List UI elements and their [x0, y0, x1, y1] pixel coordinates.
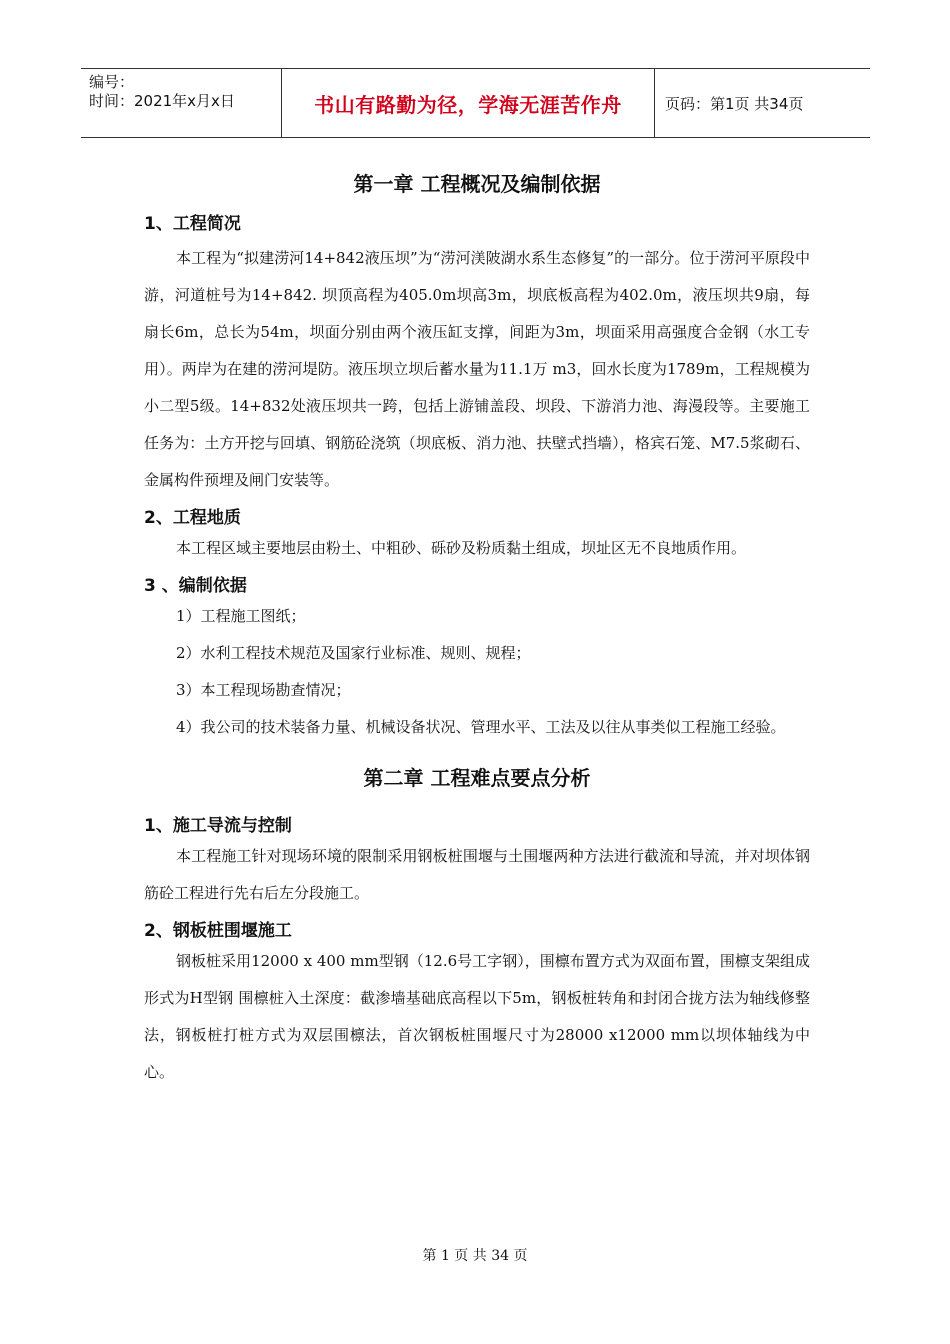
section-2-1-paragraph: 本工程施工针对现场环境的限制采用钢板桩围堰与土围堰两种方法进行截流和导流，并对坝体钢筋砼工程进行先右后左分段施工。 — [144, 847, 810, 902]
page-header — [81, 68, 870, 138]
basis-item: 1）工程施工图纸； — [176, 607, 306, 625]
section-1-2-paragraph: 本工程区域主要地层由粉土、中粗砂、砾砂及粉质黏土组成，坝址区无不良地质作用。 — [176, 539, 747, 557]
basis-item: 3）本工程现场勘查情况； — [176, 681, 351, 699]
section-1-1-paragraph: 本工程为“拟建涝河14+842液压坝”为“涝河渼陂湖水系生态修复”的一部分。位于涝河平原段中游，河道桩号为14+842. 坝顶高程为405.0m坝高3m，坝底板高程为402.0m，液压坝共9扇，每扇长6m，总长为54m，坝面分别由两个液压缸支撑，间距为3m，坝面采用高强度合金钢（水工专用）。两岸为在建的涝河堤防。液压坝立坝后蓄水量为11.1万 m3，回水长度为1789m，工程规模为小二型5级。14+832处液压坝共一跨，包括上游铺盖段、坝段、下游消力池、海漫段等。主要施工任务为：土方开挖与回填、钢筋砼浇筑（坝底板、消力池、扶壁式挡墙），格宾石笼、M7.5浆砌石、金属构件预埋及闸门安装等。 — [144, 249, 810, 489]
document-time-label: 时间：2021年x月x日 — [89, 92, 235, 110]
document-body — [144, 168, 810, 1091]
document-number-label: 编号： — [89, 73, 135, 91]
section-2-1-title: 1、施工导流与控制 — [144, 816, 292, 836]
basis-item: 4）我公司的技术装备力量、机械设备状况、管理水平、工法及以往从事类似工程施工经验。 — [176, 718, 786, 736]
section-1-3-title: 3 、编制依据 — [144, 576, 247, 596]
section-1-1-title: 1、工程简况 — [144, 214, 241, 234]
chapter-2-title: 第二章 工程难点要点分析 — [363, 766, 591, 790]
header-meta — [81, 69, 281, 137]
header-motto: 书山有路勤为径，学海无涯苦作舟 — [314, 92, 622, 117]
page-footer: 第 1 页 共 34 页 — [422, 1248, 528, 1264]
chapter-1-title: 第一章 工程概况及编制依据 — [353, 172, 601, 196]
header-page-info: 页码：第1页 共34页 — [665, 94, 804, 113]
basis-item: 2）水利工程技术规范及国家行业标准、规则、规程； — [176, 644, 531, 662]
section-1-2-title: 2、工程地质 — [144, 508, 241, 528]
section-2-2-paragraph: 钢板桩采用12000 x 400 mm型钢（12.6号工字钢），围檩布置方式为双面布置，围檩支架组成形式为H型钢 围檩桩入土深度：截渗墙基础底高程以下5m，钢板桩转角和封闭合拢方法为轴线修整法，钢板桩打桩方式为双层围檩法，首次钢板桩围堰尺寸为28000 x12000 mm以坝体轴线为中心。 — [144, 952, 810, 1081]
header-motto-cell — [281, 69, 655, 137]
section-2-2-title: 2、钢板桩围堰施工 — [144, 921, 292, 941]
